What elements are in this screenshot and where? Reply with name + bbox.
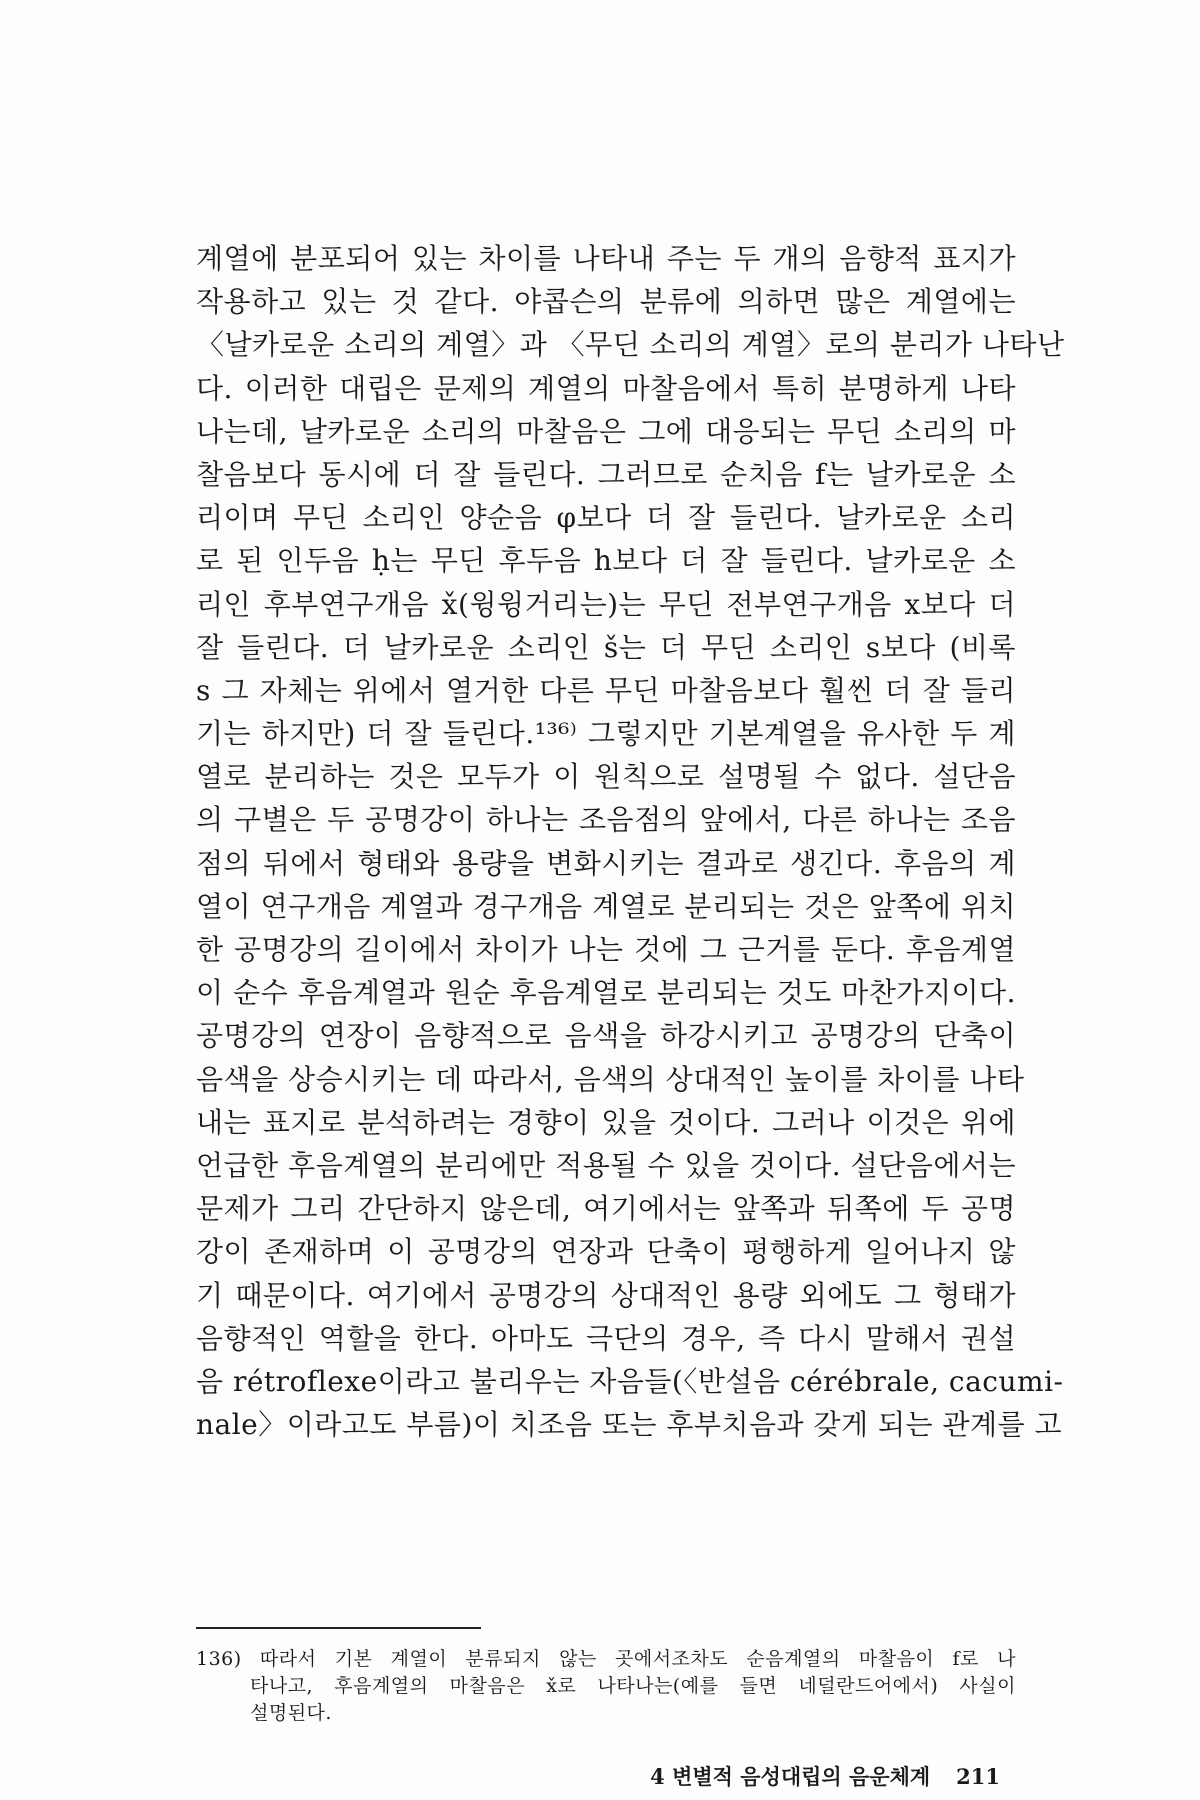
text-line: 음향적인 역할을 한다. 아마도 극단의 경우, 즉 다시 말해서 권설 [196,1321,1016,1355]
text-line: 기 때문이다. 여기에서 공명강의 상대적인 용량 외에도 그 형태가 [196,1278,1016,1312]
text-line: 로 된 인두음 ḥ는 무딘 후두음 h보다 더 잘 들린다. 날카로운 소 [196,544,1016,578]
text-line: s 그 자체는 위에서 열거한 다른 무딘 마찰음보다 훨씬 더 잘 들리 [196,673,1016,707]
footnote-divider [196,1627,481,1629]
footnote-line: 설명된다. [250,1702,332,1724]
text-line: 다. 이러한 대립은 문제의 계열의 마찰음에서 특히 분명하게 나타 [196,371,1016,405]
text-line: 작용하고 있는 것 같다. 야콥슨의 분류에 의하면 많은 계열에는 [196,285,1016,319]
text-line: 문제가 그리 간단하지 않은데, 여기에서는 앞쪽과 뒤쪽에 두 공명 [196,1192,1016,1226]
main-text-block [196,237,1065,1446]
text-line: 이 순수 후음계열과 원순 후음계열로 분리되는 것도 마찬가지이다. [196,976,1016,1010]
text-line: 열이 연구개음 계열과 경구개음 계열로 분리되는 것은 앞쪽에 위치 [196,889,1016,923]
text-line: 한 공명강의 길이에서 차이가 나는 것에 그 근거를 둔다. 후음계열 [196,933,1016,966]
text-line: 강이 존재하며 이 공명강의 연장과 단축이 평행하게 일어나지 않 [196,1235,1016,1269]
text-line: 음 rétroflexe이라고 불리우는 자음들(〈반설음 cérébrale, cacumi- [196,1364,1064,1398]
chapter-title: 4 변별적 음성대립의 음운체계 [650,1764,931,1789]
text-line: 열로 분리하는 것은 모두가 이 원칙으로 설명될 수 없다. 설단음 [196,760,1016,794]
text-line: 음색을 상승시키는 데 따라서, 음색의 상대적인 높이를 차이를 나타 [196,1062,1025,1096]
text-line: 〈날카로운 소리의 계열〉과 〈무딘 소리의 계열〉로의 분리가 나타난 [196,328,1065,362]
running-footer [600,1762,1000,1792]
text-line: 의 구별은 두 공명강이 하나는 조음점의 앞에서, 다른 하나는 조음 [196,803,1016,837]
text-line: 계열에 분포되어 있는 차이를 나타내 주는 두 개의 음향적 표지가 [196,242,1016,275]
footnote-block [196,1646,1016,1727]
footnote-line: 타나고, 후음계열의 마찰음은 x̌로 나타나는(예를 들면 네덜란드어에서) 사실이 [250,1675,1016,1697]
text-line: nale〉이라고도 부름)이 치조음 또는 후부치음과 갖게 되는 관계를 고 [196,1408,1063,1442]
page-number: 211 [956,1764,1000,1789]
text-line: 나는데, 날카로운 소리의 마찰음은 그에 대응되는 무딘 소리의 마 [196,414,1016,448]
text-line: 잘 들린다. 더 날카로운 소리인 š는 더 무딘 소리인 s보다 (비록 [196,630,1016,664]
text-line: 점의 뒤에서 형태와 용량을 변화시키는 결과로 생긴다. 후음의 계 [196,846,1016,880]
text-line: 찰음보다 동시에 더 잘 들린다. 그러므로 순치음 f는 날카로운 소 [196,457,1016,491]
footnote-line: 136) 따라서 기본 계열이 분류되지 않는 곳에서조차도 순음계열의 마찰음이 f로 나 [196,1648,1016,1670]
text-line: 언급한 후음계열의 분리에만 적용될 수 있을 것이다. 설단음에서는 [196,1148,1016,1182]
text-line: 리인 후부연구개음 x̌(윙윙거리는)는 무딘 전부연구개음 x보다 더 [196,587,1016,621]
text-line: 공명강의 연장이 음향적으로 음색을 하강시키고 공명강의 단축이 [196,1019,1016,1053]
text-line: 리이며 무딘 소리인 양순음 φ보다 더 잘 들린다. 날카로운 소리 [196,501,1016,535]
text-line-with-footnote-ref: 기는 하지만) 더 잘 들린다.¹³⁶⁾ 그렇지만 기본계열을 유사한 두 계 [196,717,1016,751]
text-line: 내는 표지로 분석하려는 경향이 있을 것이다. 그러나 이것은 위에 [196,1105,1016,1139]
